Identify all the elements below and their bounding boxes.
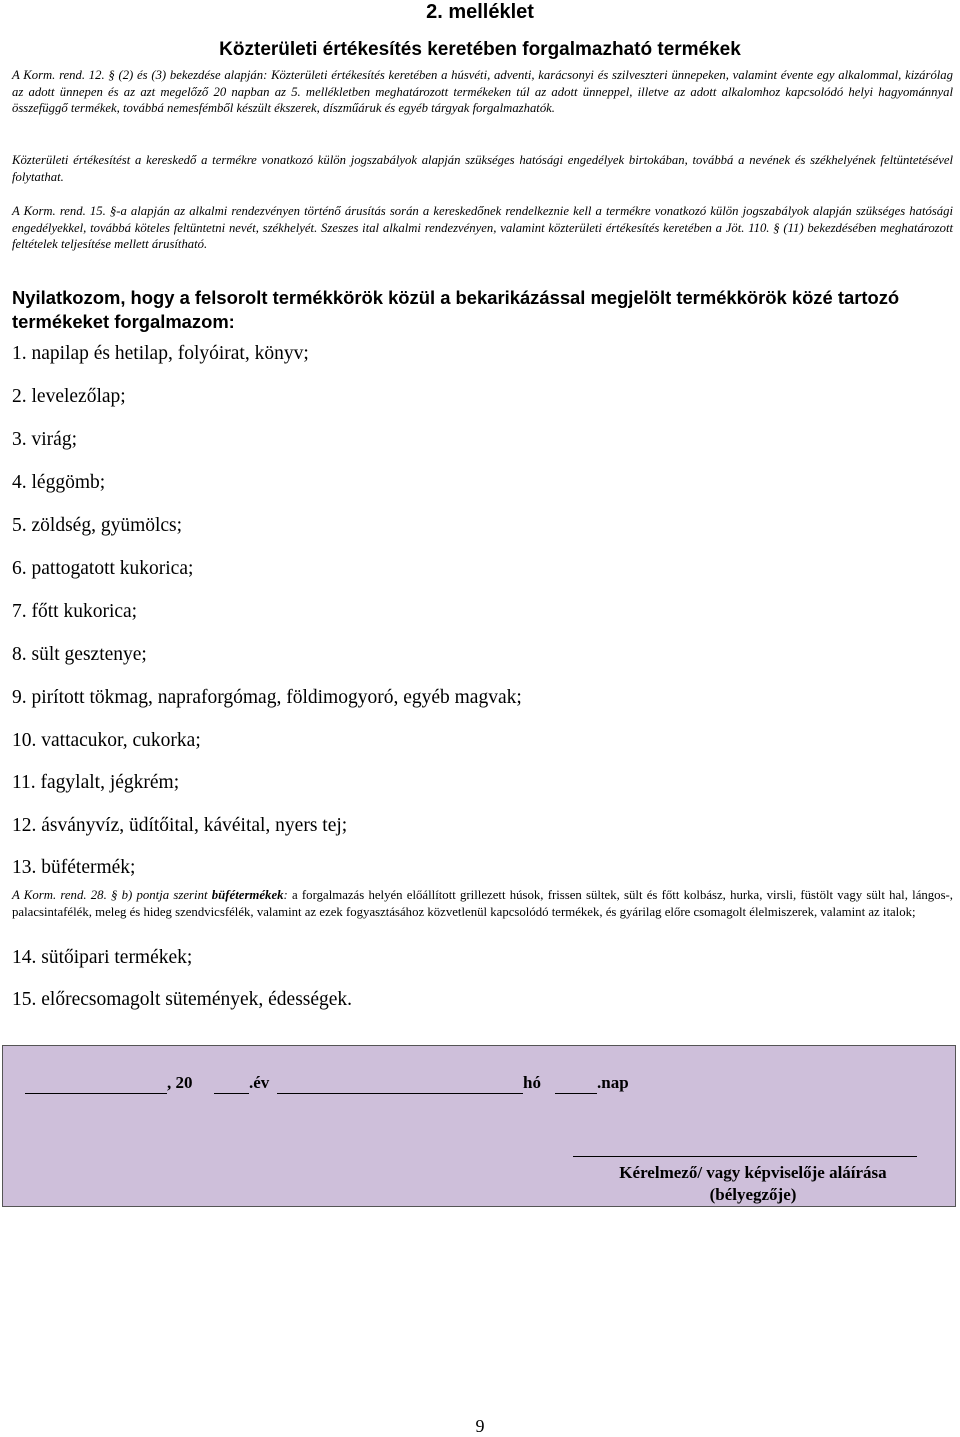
note-text: a forgalmazás helyén előállított grillezett húsok, frissen sültek, sült és főtt kolbász, hurka, virsli, füstölt vagy sült hal, lángos-, palacsintafélék, meleg és hideg szendvicsfélék, valamint az ezek fogyasztásához közvetlenül kapcsolódó termékek, és gyárilag előre csomagolt élelmiszerek, valamint az italok; xyxy=(12,888,954,919)
signature-label-line-2: (bélyegzője) xyxy=(709,1185,797,1204)
declaration-heading: Nyilatkozom, hogy a felsorolt termékkörök közül a bekarikázással megjelölt termékkörök közé tartozó termékeket forgalmazom: xyxy=(12,287,900,332)
product-item-11[interactable]: 11. fagylalt, jégkrém; xyxy=(12,772,180,793)
annex-number: 2. melléklet xyxy=(426,1,534,23)
signature-box xyxy=(2,1045,956,1207)
signature-label xyxy=(563,1162,943,1206)
page-title: Közterületi értékesítés keretében forgalmazható termékek xyxy=(219,39,741,60)
buffet-definition-note xyxy=(12,887,953,920)
note-colon: : xyxy=(283,888,288,902)
intro-paragraph-3: A Korm. rend. 15. §-a alapján az alkalmi rendezvényen történő árusítás során a kereskedőnek rendelkeznie kell a termékre vonatkozó külön jogszabályok alapján szükséges hatósági engedélyekkel, továbbá köteles feltüntetni nevét, székhelyét. Szeszes ital alkalmi rendezvényen, valamint közterületi értékesítés keretében a Jöt. 110. § (11) bekezdésében meghatározott feltételek teljesítése mellett árusítható. xyxy=(12,204,953,251)
product-item-13[interactable]: 13. büfétermék; xyxy=(12,857,136,878)
year-blank[interactable] xyxy=(214,1093,249,1094)
product-item-1[interactable]: 1. napilap és hetilap, folyóirat, könyv; xyxy=(12,343,309,364)
intro-paragraph-2: Közterületi értékesítést a kereskedő a termékre vonatkozó külön jogszabályok alapján szükséges hatósági engedélyek birtokában, továbbá a nevének és székhelyének feltüntetésével folytathat. xyxy=(12,153,953,184)
product-item-6[interactable]: 6. pattogatott kukorica; xyxy=(12,558,194,579)
signature-line[interactable] xyxy=(573,1156,917,1157)
product-item-12[interactable]: 12. ásványvíz, üdítőital, kávéital, nyers tej; xyxy=(12,815,348,836)
month-blank[interactable] xyxy=(277,1093,523,1094)
year-suffix: .év xyxy=(249,1073,270,1092)
note-term: büfétermékek xyxy=(211,888,284,902)
year-prefix: , 20 xyxy=(167,1073,193,1092)
date-line xyxy=(25,1072,665,1098)
product-item-2[interactable]: 2. levelezőlap; xyxy=(12,386,126,407)
product-item-4[interactable]: 4. léggömb; xyxy=(12,472,106,493)
page-number: 9 xyxy=(475,1416,485,1436)
place-blank[interactable] xyxy=(25,1093,167,1094)
intro-paragraph-1: A Korm. rend. 12. § (2) és (3) bekezdése alapján: Közterületi értékesítés keretében a húsvéti, adventi, karácsonyi és szilveszteri ünnepeken, valamint évente egy alkalommal, kizárólag az adott ünnepen és az azt megelőző 20 napban az 5. mellékletben meghatározott termékeken túl az adott ünneppel, illetve az adott alkalomhoz kapcsolódó helyi hagyománnyal összefüggő termékek, továbbá nemesfémből készült ékszerek, díszműáruk és egyéb tárgyak forgalmazhatók. xyxy=(12,68,953,115)
month-label: hó xyxy=(523,1073,541,1092)
product-item-10[interactable]: 10. vattacukor, cukorka; xyxy=(12,730,201,751)
product-item-8[interactable]: 8. sült gesztenye; xyxy=(12,644,147,665)
product-item-14[interactable]: 14. sütőipari termékek; xyxy=(12,947,193,968)
product-item-15[interactable]: 15. előrecsomagolt sütemények, édességek. xyxy=(12,989,353,1010)
note-reference: A Korm. rend. 28. § b) pontja szerint xyxy=(12,888,208,902)
day-label: .nap xyxy=(597,1073,629,1092)
product-item-5[interactable]: 5. zöldség, gyümölcs; xyxy=(12,515,183,536)
day-blank[interactable] xyxy=(555,1093,597,1094)
product-item-7[interactable]: 7. főtt kukorica; xyxy=(12,601,138,622)
product-item-9[interactable]: 9. pirított tökmag, napraforgómag, földimogyoró, egyéb magvak; xyxy=(12,687,522,708)
product-item-3[interactable]: 3. virág; xyxy=(12,429,77,450)
signature-label-line-1: Kérelmező/ vagy képviselője aláírása xyxy=(619,1163,887,1182)
